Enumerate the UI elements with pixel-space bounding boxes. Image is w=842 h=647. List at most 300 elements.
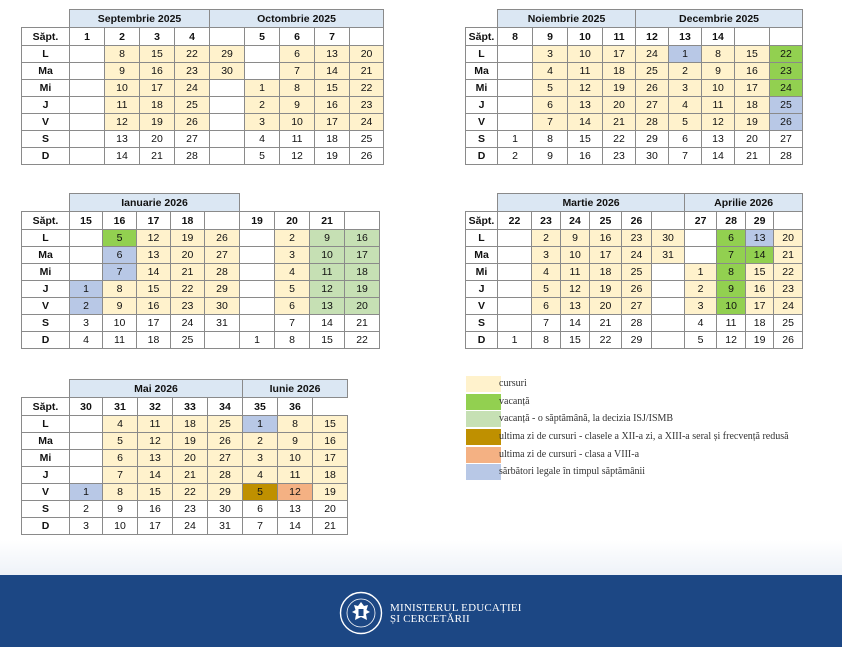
day-cell xyxy=(70,97,105,114)
day-cell: 16 xyxy=(345,230,380,247)
legend-swatch xyxy=(466,411,501,427)
month-header: Septembrie 2025 xyxy=(70,10,210,28)
day-cell: 28 xyxy=(622,315,652,332)
day-label: V xyxy=(466,298,498,315)
day-cell xyxy=(240,298,275,315)
day-cell: 16 xyxy=(313,433,348,450)
day-cell: 3 xyxy=(70,315,103,332)
day-cell: 20 xyxy=(313,501,348,518)
day-cell: 28 xyxy=(205,264,240,281)
week-number: 4 xyxy=(175,28,210,46)
day-cell: 18 xyxy=(173,416,208,433)
day-cell: 24 xyxy=(171,315,205,332)
day-cell: 19 xyxy=(746,332,774,349)
month-header: Mai 2026 xyxy=(70,380,243,398)
day-cell: 15 xyxy=(313,416,348,433)
day-cell: 19 xyxy=(590,281,622,298)
day-cell: 30 xyxy=(205,298,240,315)
day-cell: 8 xyxy=(103,484,138,501)
day-cell: 13 xyxy=(137,247,171,264)
day-cell: 10 xyxy=(103,315,137,332)
day-label: L xyxy=(22,230,70,247)
week-number xyxy=(205,212,240,230)
day-cell: 24 xyxy=(175,80,210,97)
day-cell: 17 xyxy=(313,450,348,467)
day-label: Ma xyxy=(22,63,70,80)
week-number: 25 xyxy=(590,212,622,230)
week-number: 23 xyxy=(532,212,561,230)
day-cell: 5 xyxy=(275,281,310,298)
day-cell: 17 xyxy=(345,247,380,264)
day-cell xyxy=(652,298,685,315)
calendar-block xyxy=(21,193,380,349)
day-cell: 19 xyxy=(603,80,636,97)
day-cell xyxy=(70,114,105,131)
month-header: Ianuarie 2026 xyxy=(70,194,240,212)
day-cell: 10 xyxy=(702,80,735,97)
day-cell: 3 xyxy=(245,114,280,131)
day-cell: 27 xyxy=(208,450,243,467)
week-number xyxy=(770,28,803,46)
day-cell xyxy=(210,131,245,148)
day-cell: 3 xyxy=(275,247,310,264)
day-cell: 23 xyxy=(175,63,210,80)
ministry-name xyxy=(390,603,522,625)
day-cell xyxy=(70,131,105,148)
day-cell: 22 xyxy=(774,264,803,281)
day-cell: 11 xyxy=(310,264,345,281)
day-cell xyxy=(240,264,275,281)
week-label: Săpt. xyxy=(22,28,70,46)
day-cell xyxy=(240,281,275,298)
day-cell: 5 xyxy=(685,332,717,349)
day-cell: 6 xyxy=(243,501,278,518)
week-number: 7 xyxy=(315,28,350,46)
day-label: V xyxy=(22,298,70,315)
day-cell: 16 xyxy=(137,298,171,315)
day-cell: 11 xyxy=(561,264,590,281)
day-cell: 14 xyxy=(315,63,350,80)
day-cell: 12 xyxy=(137,230,171,247)
day-cell: 3 xyxy=(533,46,568,63)
day-cell: 25 xyxy=(350,131,384,148)
day-label: Ma xyxy=(22,247,70,264)
day-label: Mi xyxy=(466,264,498,281)
day-cell: 16 xyxy=(138,501,173,518)
month-header: Decembrie 2025 xyxy=(636,10,803,28)
month-header: Aprilie 2026 xyxy=(685,194,803,212)
week-number: 1 xyxy=(70,28,105,46)
day-cell xyxy=(245,46,280,63)
day-cell: 4 xyxy=(70,332,103,349)
day-cell: 16 xyxy=(735,63,770,80)
day-cell: 17 xyxy=(140,80,175,97)
day-cell: 15 xyxy=(568,131,603,148)
week-number: 14 xyxy=(702,28,735,46)
day-cell: 30 xyxy=(210,63,245,80)
day-cell: 23 xyxy=(774,281,803,298)
day-cell: 28 xyxy=(770,148,803,165)
day-cell xyxy=(498,264,532,281)
corner-cell xyxy=(22,10,70,28)
day-cell: 11 xyxy=(278,467,313,484)
day-cell xyxy=(498,315,532,332)
day-cell: 30 xyxy=(636,148,669,165)
day-cell: 27 xyxy=(770,131,803,148)
day-cell: 18 xyxy=(735,97,770,114)
day-cell xyxy=(70,148,105,165)
day-label: D xyxy=(466,148,498,165)
day-cell: 21 xyxy=(350,63,384,80)
month-header: Noiembrie 2025 xyxy=(498,10,636,28)
day-cell: 28 xyxy=(208,467,243,484)
day-cell xyxy=(210,80,245,97)
day-cell xyxy=(498,114,533,131)
day-cell: 9 xyxy=(278,433,313,450)
legend-swatch xyxy=(466,376,501,392)
day-cell xyxy=(498,97,533,114)
day-cell: 15 xyxy=(310,332,345,349)
day-cell: 10 xyxy=(278,450,313,467)
day-cell: 28 xyxy=(175,148,210,165)
day-cell: 11 xyxy=(138,416,173,433)
week-number: 18 xyxy=(171,212,205,230)
day-cell: 27 xyxy=(205,247,240,264)
day-label: Ma xyxy=(22,433,70,450)
day-cell: 5 xyxy=(533,80,568,97)
day-cell xyxy=(498,80,533,97)
calendar-block xyxy=(21,379,348,535)
week-label: Săpt. xyxy=(22,212,70,230)
day-cell: 24 xyxy=(173,518,208,535)
day-cell: 12 xyxy=(702,114,735,131)
day-cell xyxy=(652,281,685,298)
day-cell: 21 xyxy=(590,315,622,332)
day-cell: 4 xyxy=(533,63,568,80)
day-cell: 13 xyxy=(138,450,173,467)
day-cell: 22 xyxy=(590,332,622,349)
day-cell: 24 xyxy=(350,114,384,131)
day-cell: 29 xyxy=(636,131,669,148)
day-cell: 1 xyxy=(240,332,275,349)
day-cell: 25 xyxy=(171,332,205,349)
week-number: 33 xyxy=(173,398,208,416)
day-cell: 14 xyxy=(568,114,603,131)
week-number: 2 xyxy=(105,28,140,46)
day-cell: 17 xyxy=(735,80,770,97)
day-cell: 18 xyxy=(137,332,171,349)
day-cell xyxy=(652,264,685,281)
day-cell: 8 xyxy=(278,416,313,433)
week-number: 35 xyxy=(243,398,278,416)
day-label: J xyxy=(22,467,70,484)
day-cell: 4 xyxy=(685,315,717,332)
day-cell: 7 xyxy=(669,148,702,165)
day-cell: 20 xyxy=(603,97,636,114)
day-label: D xyxy=(22,332,70,349)
day-cell: 4 xyxy=(669,97,702,114)
day-cell: 12 xyxy=(717,332,746,349)
day-cell: 3 xyxy=(532,247,561,264)
day-cell xyxy=(498,281,532,298)
week-number: 27 xyxy=(685,212,717,230)
day-label: D xyxy=(22,148,70,165)
day-cell: 29 xyxy=(210,46,245,63)
day-cell: 13 xyxy=(568,97,603,114)
day-cell: 2 xyxy=(685,281,717,298)
day-label: V xyxy=(22,114,70,131)
day-cell: 31 xyxy=(205,315,240,332)
day-cell xyxy=(205,332,240,349)
corner-cell xyxy=(22,194,70,212)
day-cell: 23 xyxy=(171,298,205,315)
day-cell: 6 xyxy=(533,97,568,114)
day-cell: 13 xyxy=(315,46,350,63)
day-cell: 14 xyxy=(746,247,774,264)
day-cell: 19 xyxy=(140,114,175,131)
week-number xyxy=(774,212,803,230)
day-label: S xyxy=(22,131,70,148)
day-cell: 26 xyxy=(208,433,243,450)
day-cell xyxy=(70,46,105,63)
day-cell: 27 xyxy=(622,298,652,315)
day-cell: 15 xyxy=(140,46,175,63)
day-cell: 21 xyxy=(140,148,175,165)
day-cell: 2 xyxy=(243,433,278,450)
day-cell: 25 xyxy=(175,97,210,114)
day-cell: 24 xyxy=(774,298,803,315)
day-cell: 26 xyxy=(774,332,803,349)
day-label: L xyxy=(22,46,70,63)
day-cell: 13 xyxy=(561,298,590,315)
day-cell: 14 xyxy=(310,315,345,332)
day-cell: 21 xyxy=(774,247,803,264)
day-cell: 14 xyxy=(138,467,173,484)
day-cell: 31 xyxy=(652,247,685,264)
day-cell: 23 xyxy=(770,63,803,80)
week-number: 16 xyxy=(103,212,137,230)
legend-swatch xyxy=(466,429,501,445)
day-cell: 17 xyxy=(590,247,622,264)
day-label: Ma xyxy=(466,247,498,264)
week-number xyxy=(735,28,770,46)
day-cell: 9 xyxy=(702,63,735,80)
day-cell: 1 xyxy=(245,80,280,97)
day-cell: 10 xyxy=(280,114,315,131)
day-cell: 10 xyxy=(568,46,603,63)
day-cell: 26 xyxy=(350,148,384,165)
day-cell: 25 xyxy=(208,416,243,433)
day-cell: 1 xyxy=(669,46,702,63)
corner-cell xyxy=(22,380,70,398)
day-label: J xyxy=(22,97,70,114)
day-label: L xyxy=(466,230,498,247)
corner-cell xyxy=(466,194,498,212)
day-cell: 12 xyxy=(138,433,173,450)
day-cell: 6 xyxy=(717,230,746,247)
day-cell: 20 xyxy=(590,298,622,315)
day-cell: 26 xyxy=(175,114,210,131)
ministry-line-1: MINISTERUL EDUCAȚIEI xyxy=(390,602,522,614)
day-cell: 20 xyxy=(350,46,384,63)
day-cell: 6 xyxy=(103,247,137,264)
day-label: L xyxy=(466,46,498,63)
week-number: 12 xyxy=(636,28,669,46)
day-cell: 10 xyxy=(103,518,138,535)
day-cell: 14 xyxy=(561,315,590,332)
day-cell xyxy=(240,230,275,247)
day-cell: 2 xyxy=(275,230,310,247)
day-cell: 2 xyxy=(498,148,533,165)
day-cell: 21 xyxy=(603,114,636,131)
footer-banner xyxy=(0,575,842,647)
day-cell: 13 xyxy=(310,298,345,315)
day-cell: 18 xyxy=(603,63,636,80)
day-cell: 2 xyxy=(245,97,280,114)
day-cell: 2 xyxy=(70,501,103,518)
day-label: Mi xyxy=(22,450,70,467)
day-cell: 3 xyxy=(70,518,103,535)
day-cell: 12 xyxy=(105,114,140,131)
day-cell: 10 xyxy=(561,247,590,264)
week-number: 20 xyxy=(275,212,310,230)
week-number: 32 xyxy=(138,398,173,416)
day-cell: 19 xyxy=(735,114,770,131)
day-cell: 31 xyxy=(208,518,243,535)
day-cell: 6 xyxy=(103,450,138,467)
day-cell: 7 xyxy=(280,63,315,80)
week-number: 5 xyxy=(245,28,280,46)
day-cell: 18 xyxy=(315,131,350,148)
day-cell: 27 xyxy=(175,131,210,148)
day-cell: 8 xyxy=(702,46,735,63)
day-cell: 19 xyxy=(171,230,205,247)
day-cell: 9 xyxy=(103,298,137,315)
legend-text: vacanță xyxy=(499,395,530,407)
day-cell: 9 xyxy=(280,97,315,114)
day-cell: 3 xyxy=(243,450,278,467)
day-cell: 18 xyxy=(345,264,380,281)
day-cell: 26 xyxy=(770,114,803,131)
day-cell: 16 xyxy=(140,63,175,80)
day-cell: 22 xyxy=(175,46,210,63)
day-cell: 18 xyxy=(313,467,348,484)
month-header: Octombrie 2025 xyxy=(210,10,384,28)
week-number: 6 xyxy=(280,28,315,46)
day-cell: 7 xyxy=(532,315,561,332)
day-cell: 10 xyxy=(105,80,140,97)
day-cell: 2 xyxy=(70,298,103,315)
month-header: Martie 2026 xyxy=(498,194,685,212)
day-cell xyxy=(70,264,103,281)
day-label: D xyxy=(466,332,498,349)
day-cell xyxy=(210,114,245,131)
week-number xyxy=(350,28,384,46)
day-cell: 10 xyxy=(717,298,746,315)
day-cell: 9 xyxy=(105,63,140,80)
day-cell: 28 xyxy=(636,114,669,131)
legend-text: vacanță - o săptămână, la decizia ISJ/ISMB xyxy=(499,413,674,425)
day-cell: 14 xyxy=(137,264,171,281)
day-label: D xyxy=(22,518,70,535)
day-cell: 5 xyxy=(103,433,138,450)
day-cell: 17 xyxy=(315,114,350,131)
day-cell: 22 xyxy=(171,281,205,298)
week-number: 22 xyxy=(498,212,532,230)
day-cell: 4 xyxy=(275,264,310,281)
day-cell: 22 xyxy=(603,131,636,148)
day-cell: 22 xyxy=(350,80,384,97)
day-cell: 7 xyxy=(717,247,746,264)
day-cell: 11 xyxy=(568,63,603,80)
day-cell: 15 xyxy=(746,264,774,281)
day-cell: 21 xyxy=(173,467,208,484)
week-number: 24 xyxy=(561,212,590,230)
day-cell: 11 xyxy=(280,131,315,148)
day-cell: 17 xyxy=(137,315,171,332)
day-cell: 26 xyxy=(205,230,240,247)
day-cell: 24 xyxy=(770,80,803,97)
day-cell: 29 xyxy=(622,332,652,349)
day-cell: 19 xyxy=(315,148,350,165)
day-cell: 9 xyxy=(310,230,345,247)
day-cell: 20 xyxy=(140,131,175,148)
week-number: 3 xyxy=(140,28,175,46)
legend-swatch xyxy=(466,464,501,480)
ministry-line-2: ȘI CERCETĂRII xyxy=(390,613,470,625)
day-cell: 15 xyxy=(315,80,350,97)
day-cell: 17 xyxy=(746,298,774,315)
legend-text: ultima zi de cursuri - clasa a VIII-a xyxy=(499,448,640,460)
day-label: J xyxy=(22,281,70,298)
day-cell: 2 xyxy=(532,230,561,247)
week-number: 30 xyxy=(70,398,103,416)
week-label: Săpt. xyxy=(466,28,498,46)
legend-text: ultima zi de cursuri - clasele a XII-a zi, a XIII-a seral și frecvență redusă xyxy=(499,431,789,443)
day-cell: 11 xyxy=(702,97,735,114)
day-cell: 21 xyxy=(735,148,770,165)
day-cell xyxy=(685,230,717,247)
week-number: 17 xyxy=(137,212,171,230)
day-cell: 12 xyxy=(568,80,603,97)
day-label: V xyxy=(466,114,498,131)
day-cell: 20 xyxy=(774,230,803,247)
day-cell: 25 xyxy=(622,264,652,281)
day-cell: 4 xyxy=(243,467,278,484)
day-cell: 20 xyxy=(171,247,205,264)
day-cell: 9 xyxy=(533,148,568,165)
coat-of-arms-icon xyxy=(339,591,383,635)
day-cell: 6 xyxy=(532,298,561,315)
day-cell: 26 xyxy=(622,281,652,298)
day-cell: 15 xyxy=(561,332,590,349)
day-cell: 1 xyxy=(498,131,533,148)
day-cell: 1 xyxy=(70,281,103,298)
day-cell: 4 xyxy=(103,416,138,433)
week-number: 21 xyxy=(310,212,345,230)
day-cell: 5 xyxy=(103,230,137,247)
week-number: 8 xyxy=(498,28,533,46)
day-label: Ma xyxy=(466,63,498,80)
day-label: S xyxy=(466,131,498,148)
day-cell xyxy=(210,148,245,165)
day-cell: 14 xyxy=(702,148,735,165)
day-cell: 15 xyxy=(137,281,171,298)
day-cell: 29 xyxy=(205,281,240,298)
day-cell: 8 xyxy=(532,332,561,349)
day-cell: 8 xyxy=(533,131,568,148)
day-cell: 22 xyxy=(770,46,803,63)
